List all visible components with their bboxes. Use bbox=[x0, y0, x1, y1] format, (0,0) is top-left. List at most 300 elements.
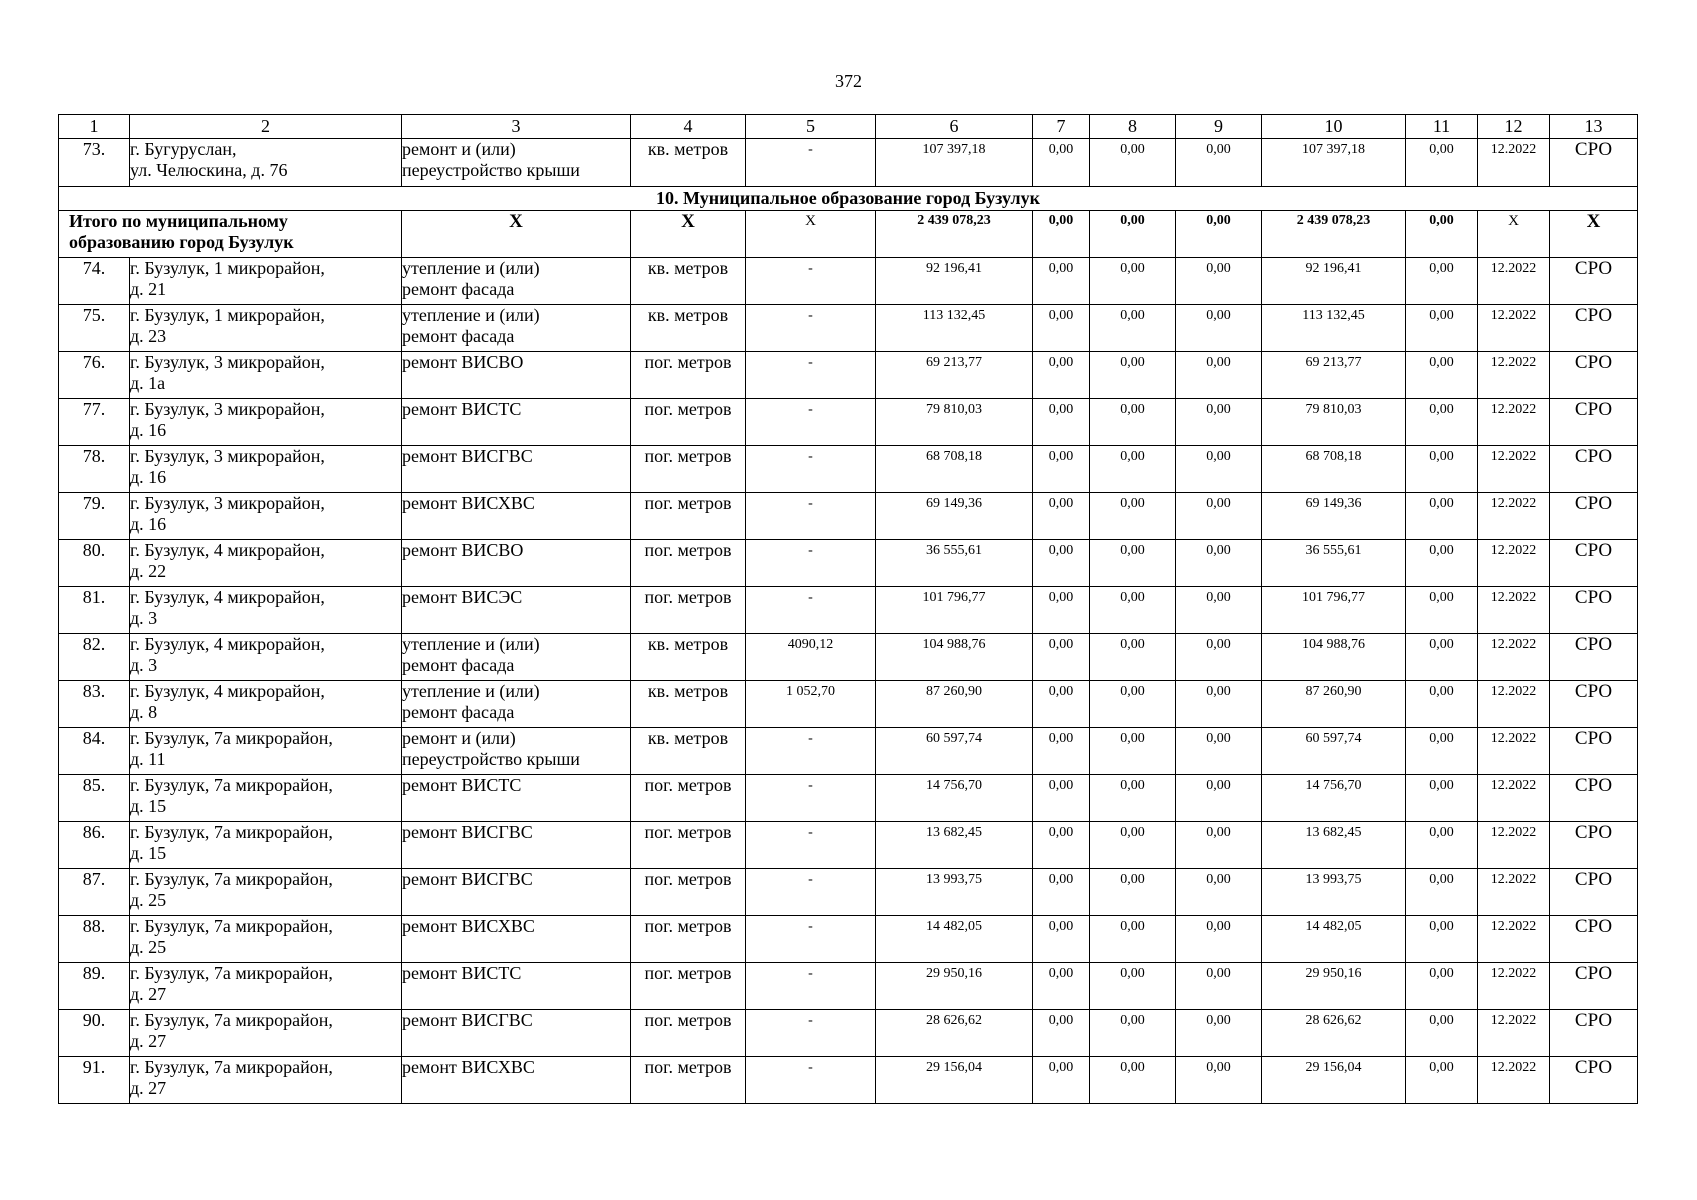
value-cell: 0,00 bbox=[1033, 634, 1090, 681]
address-cell bbox=[130, 493, 402, 540]
value-cell: 0,00 bbox=[1090, 493, 1176, 540]
value-cell: 0,00 bbox=[1176, 728, 1262, 775]
total-cell: Х bbox=[746, 211, 876, 258]
row-number: 91. bbox=[59, 1057, 130, 1104]
work-type-cell bbox=[402, 587, 631, 634]
deadline-cell: 12.2022 bbox=[1478, 258, 1550, 305]
address-line: г. Бузулук, 3 микрорайон, bbox=[130, 352, 325, 372]
value-cell: 0,00 bbox=[1176, 540, 1262, 587]
value-cell: 0,00 bbox=[1176, 1010, 1262, 1057]
method-cell: СРО bbox=[1550, 775, 1638, 822]
deadline-cell: 12.2022 bbox=[1478, 728, 1550, 775]
fund-cost-cell: 79 810,03 bbox=[1262, 399, 1406, 446]
method-cell: СРО bbox=[1550, 399, 1638, 446]
deadline-cell: 12.2022 bbox=[1478, 1057, 1550, 1104]
value-cell: 0,00 bbox=[1176, 399, 1262, 446]
total-label-line: Итого по муниципальному bbox=[69, 211, 288, 231]
value-cell: 0,00 bbox=[1406, 399, 1478, 446]
total-cost-cell: 36 555,61 bbox=[876, 540, 1033, 587]
address-line: г. Бузулук, 3 микрорайон, bbox=[130, 399, 325, 419]
value-cell: 0,00 bbox=[1406, 963, 1478, 1010]
method-cell: СРО bbox=[1550, 916, 1638, 963]
row-number: 86. bbox=[59, 822, 130, 869]
method-cell: СРО bbox=[1550, 822, 1638, 869]
value-cell: 0,00 bbox=[1033, 587, 1090, 634]
volume-cell: - bbox=[746, 869, 876, 916]
address-cell bbox=[130, 681, 402, 728]
address-line: г. Бузулук, 3 микрорайон, bbox=[130, 446, 325, 466]
value-cell: 0,00 bbox=[1033, 1010, 1090, 1057]
address-cell bbox=[130, 822, 402, 869]
address-line: г. Бузулук, 7а микрорайон, bbox=[130, 916, 333, 936]
table-row bbox=[59, 493, 1638, 540]
total-label bbox=[59, 211, 402, 258]
value-cell: 0,00 bbox=[1176, 822, 1262, 869]
fund-cost-cell: 14 756,70 bbox=[1262, 775, 1406, 822]
fund-cost-cell: 104 988,76 bbox=[1262, 634, 1406, 681]
method-cell: СРО bbox=[1550, 869, 1638, 916]
row-number: 84. bbox=[59, 728, 130, 775]
volume-cell: - bbox=[746, 775, 876, 822]
total-cost-cell: 2 439 078,23 bbox=[876, 211, 1033, 258]
section-heading-row bbox=[59, 187, 1638, 211]
volume-cell: - bbox=[746, 963, 876, 1010]
value-cell: 0,00 bbox=[1176, 493, 1262, 540]
method-cell: СРО bbox=[1550, 258, 1638, 305]
value-cell: 0,00 bbox=[1406, 305, 1478, 352]
work-line: ремонт ВИСВО bbox=[402, 352, 524, 372]
total-cost-cell: 13 682,45 bbox=[876, 822, 1033, 869]
row-number: 77. bbox=[59, 399, 130, 446]
address-cell bbox=[130, 634, 402, 681]
address-line: г. Бузулук, 7а микрорайон, bbox=[130, 728, 333, 748]
row-number: 79. bbox=[59, 493, 130, 540]
total-cost-cell: 87 260,90 bbox=[876, 681, 1033, 728]
value-cell: 0,00 bbox=[1176, 139, 1262, 187]
column-number-header bbox=[59, 115, 1638, 139]
header-cell: 5 bbox=[746, 115, 876, 139]
work-type-cell bbox=[402, 1010, 631, 1057]
fund-cost-cell: 13 682,45 bbox=[1262, 822, 1406, 869]
work-type-cell bbox=[402, 728, 631, 775]
work-type-cell bbox=[402, 963, 631, 1010]
work-type-cell bbox=[402, 869, 631, 916]
table-row bbox=[59, 963, 1638, 1010]
row-number: 82. bbox=[59, 634, 130, 681]
value-cell: 0,00 bbox=[1406, 446, 1478, 493]
unit-cell: пог. метров bbox=[631, 916, 746, 963]
work-type-cell bbox=[402, 634, 631, 681]
fund-cost-cell: 69 149,36 bbox=[1262, 493, 1406, 540]
value-cell: 0,00 bbox=[1406, 916, 1478, 963]
value-cell: 0,00 bbox=[1406, 869, 1478, 916]
address-line: г. Бузулук, 7а микрорайон, bbox=[130, 1057, 333, 1077]
work-type-cell bbox=[402, 916, 631, 963]
address-line: г. Бузулук, 4 микрорайон, bbox=[130, 540, 325, 560]
address-line: д. 27 bbox=[130, 1078, 167, 1098]
header-cell: 13 bbox=[1550, 115, 1638, 139]
volume-cell: - bbox=[746, 258, 876, 305]
value-cell: 0,00 bbox=[1090, 352, 1176, 399]
unit-cell: кв. метров bbox=[631, 681, 746, 728]
table-row bbox=[59, 822, 1638, 869]
address-line: г. Бугуруслан, bbox=[130, 139, 237, 159]
total-cell: 0,00 bbox=[1033, 211, 1090, 258]
deadline-cell: 12.2022 bbox=[1478, 540, 1550, 587]
row-number: 90. bbox=[59, 1010, 130, 1057]
address-line: г. Бузулук, 4 микрорайон, bbox=[130, 681, 325, 701]
unit-cell: кв. метров bbox=[631, 305, 746, 352]
value-cell: 0,00 bbox=[1090, 916, 1176, 963]
value-cell: 0,00 bbox=[1176, 305, 1262, 352]
value-cell: 0,00 bbox=[1176, 869, 1262, 916]
work-type-cell bbox=[402, 681, 631, 728]
unit-cell: кв. метров bbox=[631, 139, 746, 187]
work-line: утепление и (или) bbox=[402, 681, 540, 701]
value-cell: 0,00 bbox=[1176, 963, 1262, 1010]
value-cell: 0,00 bbox=[1406, 681, 1478, 728]
value-cell: 0,00 bbox=[1090, 139, 1176, 187]
table-row bbox=[59, 775, 1638, 822]
method-cell: СРО bbox=[1550, 1010, 1638, 1057]
total-cost-cell: 28 626,62 bbox=[876, 1010, 1033, 1057]
fund-cost-cell: 13 993,75 bbox=[1262, 869, 1406, 916]
method-cell: СРО bbox=[1550, 587, 1638, 634]
value-cell: 0,00 bbox=[1033, 869, 1090, 916]
total-cost-cell: 92 196,41 bbox=[876, 258, 1033, 305]
work-line: ремонт и (или) bbox=[402, 728, 516, 748]
row-number: 75. bbox=[59, 305, 130, 352]
volume-cell: - bbox=[746, 139, 876, 187]
volume-cell: - bbox=[746, 1010, 876, 1057]
work-line: ремонт ВИСТС bbox=[402, 399, 522, 419]
table-row bbox=[59, 305, 1638, 352]
table-row bbox=[59, 352, 1638, 399]
total-cost-cell: 69 149,36 bbox=[876, 493, 1033, 540]
volume-cell: - bbox=[746, 305, 876, 352]
value-cell: 0,00 bbox=[1090, 963, 1176, 1010]
work-line: ремонт ВИСГВС bbox=[402, 869, 533, 889]
value-cell: 0,00 bbox=[1090, 1057, 1176, 1104]
unit-cell: кв. метров bbox=[631, 728, 746, 775]
method-cell: СРО bbox=[1550, 681, 1638, 728]
value-cell: 0,00 bbox=[1090, 305, 1176, 352]
table-row bbox=[59, 587, 1638, 634]
table-row bbox=[59, 728, 1638, 775]
row-number: 80. bbox=[59, 540, 130, 587]
total-cost-cell: 29 950,16 bbox=[876, 963, 1033, 1010]
address-line: д. 21 bbox=[130, 279, 167, 299]
header-cell: 6 bbox=[876, 115, 1033, 139]
unit-cell: пог. метров bbox=[631, 1057, 746, 1104]
address-cell bbox=[130, 587, 402, 634]
work-type-cell bbox=[402, 822, 631, 869]
total-cost-cell: 104 988,76 bbox=[876, 634, 1033, 681]
deadline-cell: 12.2022 bbox=[1478, 352, 1550, 399]
total-cost-cell: 68 708,18 bbox=[876, 446, 1033, 493]
deadline-cell: 12.2022 bbox=[1478, 305, 1550, 352]
deadline-cell: 12.2022 bbox=[1478, 916, 1550, 963]
value-cell: 0,00 bbox=[1033, 728, 1090, 775]
total-cell: 0,00 bbox=[1176, 211, 1262, 258]
volume-cell: - bbox=[746, 446, 876, 493]
deadline-cell: 12.2022 bbox=[1478, 822, 1550, 869]
volume-cell: 1 052,70 bbox=[746, 681, 876, 728]
address-cell bbox=[130, 352, 402, 399]
unit-cell: пог. метров bbox=[631, 399, 746, 446]
total-cell: 0,00 bbox=[1090, 211, 1176, 258]
work-line: ремонт фасада bbox=[402, 279, 515, 299]
page-number: 372 bbox=[835, 71, 862, 91]
value-cell: 0,00 bbox=[1033, 305, 1090, 352]
row-number: 74. bbox=[59, 258, 130, 305]
deadline-cell: 12.2022 bbox=[1478, 775, 1550, 822]
program-table bbox=[58, 114, 1638, 1104]
row-number: 73. bbox=[59, 139, 130, 187]
method-cell: СРО bbox=[1550, 540, 1638, 587]
work-line: ремонт ВИСХВС bbox=[402, 1057, 535, 1077]
total-fund-cell: 2 439 078,23 bbox=[1262, 211, 1406, 258]
address-line: д. 15 bbox=[130, 796, 167, 816]
total-cell: Х bbox=[631, 211, 746, 258]
work-type-cell bbox=[402, 540, 631, 587]
address-cell bbox=[130, 1057, 402, 1104]
table-row bbox=[59, 258, 1638, 305]
total-cost-cell: 14 482,05 bbox=[876, 916, 1033, 963]
value-cell: 0,00 bbox=[1090, 540, 1176, 587]
row-number: 88. bbox=[59, 916, 130, 963]
header-cell: 12 bbox=[1478, 115, 1550, 139]
address-cell bbox=[130, 258, 402, 305]
value-cell: 0,00 bbox=[1406, 139, 1478, 187]
fund-cost-cell: 60 597,74 bbox=[1262, 728, 1406, 775]
header-cell: 8 bbox=[1090, 115, 1176, 139]
row-number: 76. bbox=[59, 352, 130, 399]
value-cell: 0,00 bbox=[1176, 587, 1262, 634]
value-cell: 0,00 bbox=[1033, 775, 1090, 822]
value-cell: 0,00 bbox=[1033, 258, 1090, 305]
value-cell: 0,00 bbox=[1176, 916, 1262, 963]
value-cell: 0,00 bbox=[1406, 634, 1478, 681]
unit-cell: пог. метров bbox=[631, 446, 746, 493]
work-line: ремонт ВИСХВС bbox=[402, 493, 535, 513]
value-cell: 0,00 bbox=[1033, 399, 1090, 446]
fund-cost-cell: 87 260,90 bbox=[1262, 681, 1406, 728]
total-cost-cell: 29 156,04 bbox=[876, 1057, 1033, 1104]
total-cell: 0,00 bbox=[1406, 211, 1478, 258]
value-cell: 0,00 bbox=[1090, 775, 1176, 822]
value-cell: 0,00 bbox=[1090, 634, 1176, 681]
deadline-cell: 12.2022 bbox=[1478, 963, 1550, 1010]
deadline-cell: 12.2022 bbox=[1478, 681, 1550, 728]
value-cell: 0,00 bbox=[1090, 869, 1176, 916]
fund-cost-cell: 14 482,05 bbox=[1262, 916, 1406, 963]
address-cell bbox=[130, 775, 402, 822]
method-cell: СРО bbox=[1550, 634, 1638, 681]
value-cell: 0,00 bbox=[1033, 352, 1090, 399]
deadline-cell: 12.2022 bbox=[1478, 493, 1550, 540]
unit-cell: кв. метров bbox=[631, 634, 746, 681]
total-cost-cell: 101 796,77 bbox=[876, 587, 1033, 634]
value-cell: 0,00 bbox=[1406, 1010, 1478, 1057]
work-line: ремонт ВИСТС bbox=[402, 775, 522, 795]
work-line: утепление и (или) bbox=[402, 634, 540, 654]
address-cell bbox=[130, 399, 402, 446]
method-cell: СРО bbox=[1550, 963, 1638, 1010]
work-line: ремонт ВИСВО bbox=[402, 540, 524, 560]
volume-cell: - bbox=[746, 916, 876, 963]
address-line: д. 8 bbox=[130, 702, 158, 722]
work-line: ремонт ВИСГВС bbox=[402, 1010, 533, 1030]
deadline-cell: 12.2022 bbox=[1478, 139, 1550, 187]
total-cost-cell: 69 213,77 bbox=[876, 352, 1033, 399]
value-cell: 0,00 bbox=[1033, 446, 1090, 493]
method-cell: СРО bbox=[1550, 446, 1638, 493]
header-cell: 11 bbox=[1406, 115, 1478, 139]
total-cost-cell: 113 132,45 bbox=[876, 305, 1033, 352]
method-cell: СРО bbox=[1550, 1057, 1638, 1104]
total-cell: Х bbox=[1550, 211, 1638, 258]
volume-cell: 4090,12 bbox=[746, 634, 876, 681]
address-line: д. 27 bbox=[130, 984, 167, 1004]
total-cost-cell: 60 597,74 bbox=[876, 728, 1033, 775]
work-type-cell bbox=[402, 446, 631, 493]
work-type-cell bbox=[402, 258, 631, 305]
work-line: ремонт ВИСХВС bbox=[402, 916, 535, 936]
table-row bbox=[59, 634, 1638, 681]
table-row bbox=[59, 446, 1638, 493]
address-line: д. 16 bbox=[130, 467, 167, 487]
address-cell bbox=[130, 1010, 402, 1057]
total-cost-cell: 79 810,03 bbox=[876, 399, 1033, 446]
value-cell: 0,00 bbox=[1090, 587, 1176, 634]
address-line: г. Бузулук, 4 микрорайон, bbox=[130, 587, 325, 607]
work-line: утепление и (или) bbox=[402, 305, 540, 325]
work-line: ремонт ВИСЭС bbox=[402, 587, 523, 607]
address-line: г. Бузулук, 1 микрорайон, bbox=[130, 258, 325, 278]
work-line: ремонт и (или) bbox=[402, 139, 516, 159]
total-cost-cell: 14 756,70 bbox=[876, 775, 1033, 822]
total-cost-cell: 13 993,75 bbox=[876, 869, 1033, 916]
address-line: д. 23 bbox=[130, 326, 167, 346]
work-type-cell bbox=[402, 352, 631, 399]
value-cell: 0,00 bbox=[1176, 1057, 1262, 1104]
unit-cell: пог. метров bbox=[631, 352, 746, 399]
unit-cell: пог. метров bbox=[631, 963, 746, 1010]
value-cell: 0,00 bbox=[1033, 540, 1090, 587]
address-cell bbox=[130, 869, 402, 916]
value-cell: 0,00 bbox=[1090, 822, 1176, 869]
total-cell: Х bbox=[1478, 211, 1550, 258]
unit-cell: пог. метров bbox=[631, 869, 746, 916]
total-cell: Х bbox=[402, 211, 631, 258]
volume-cell: - bbox=[746, 352, 876, 399]
volume-cell: - bbox=[746, 399, 876, 446]
table-row bbox=[59, 681, 1638, 728]
deadline-cell: 12.2022 bbox=[1478, 587, 1550, 634]
address-line: ул. Челюскина, д. 76 bbox=[130, 160, 288, 180]
address-line: г. Бузулук, 7а микрорайон, bbox=[130, 822, 333, 842]
unit-cell: пог. метров bbox=[631, 493, 746, 540]
work-line: ремонт ВИСГВС bbox=[402, 446, 533, 466]
fund-cost-cell: 29 156,04 bbox=[1262, 1057, 1406, 1104]
work-type-cell bbox=[402, 139, 631, 187]
volume-cell: - bbox=[746, 1057, 876, 1104]
value-cell: 0,00 bbox=[1033, 963, 1090, 1010]
method-cell: СРО bbox=[1550, 493, 1638, 540]
address-cell bbox=[130, 305, 402, 352]
work-type-cell bbox=[402, 493, 631, 540]
header-cell: 2 bbox=[130, 115, 402, 139]
address-cell bbox=[130, 139, 402, 187]
table-row bbox=[59, 399, 1638, 446]
address-line: г. Бузулук, 7а микрорайон, bbox=[130, 1010, 333, 1030]
value-cell: 0,00 bbox=[1406, 540, 1478, 587]
work-line: ремонт ВИСГВС bbox=[402, 822, 533, 842]
unit-cell: пог. метров bbox=[631, 1010, 746, 1057]
address-line: д. 3 bbox=[130, 655, 158, 675]
value-cell: 0,00 bbox=[1406, 493, 1478, 540]
row-number: 85. bbox=[59, 775, 130, 822]
fund-cost-cell: 107 397,18 bbox=[1262, 139, 1406, 187]
header-cell: 4 bbox=[631, 115, 746, 139]
fund-cost-cell: 68 708,18 bbox=[1262, 446, 1406, 493]
address-line: д. 3 bbox=[130, 608, 158, 628]
header-cell: 9 bbox=[1176, 115, 1262, 139]
value-cell: 0,00 bbox=[1090, 681, 1176, 728]
fund-cost-cell: 29 950,16 bbox=[1262, 963, 1406, 1010]
total-row bbox=[59, 211, 1638, 258]
total-label-line: образованию город Бузулук bbox=[69, 232, 294, 252]
unit-cell: пог. метров bbox=[631, 587, 746, 634]
value-cell: 0,00 bbox=[1090, 399, 1176, 446]
deadline-cell: 12.2022 bbox=[1478, 446, 1550, 493]
value-cell: 0,00 bbox=[1090, 1010, 1176, 1057]
method-cell: СРО bbox=[1550, 352, 1638, 399]
fund-cost-cell: 92 196,41 bbox=[1262, 258, 1406, 305]
address-cell bbox=[130, 963, 402, 1010]
address-line: д. 27 bbox=[130, 1031, 167, 1051]
volume-cell: - bbox=[746, 728, 876, 775]
volume-cell: - bbox=[746, 493, 876, 540]
method-cell: СРО bbox=[1550, 305, 1638, 352]
section-title: 10. Муниципальное образование город Бузулук bbox=[59, 187, 1638, 211]
value-cell: 0,00 bbox=[1406, 775, 1478, 822]
value-cell: 0,00 bbox=[1033, 139, 1090, 187]
header-cell: 1 bbox=[59, 115, 130, 139]
address-cell bbox=[130, 728, 402, 775]
volume-cell: - bbox=[746, 540, 876, 587]
value-cell: 0,00 bbox=[1033, 822, 1090, 869]
value-cell: 0,00 bbox=[1176, 681, 1262, 728]
fund-cost-cell: 36 555,61 bbox=[1262, 540, 1406, 587]
address-line: г. Бузулук, 7а микрорайон, bbox=[130, 963, 333, 983]
fund-cost-cell: 69 213,77 bbox=[1262, 352, 1406, 399]
method-cell: СРО bbox=[1550, 728, 1638, 775]
table-row bbox=[59, 1010, 1638, 1057]
value-cell: 0,00 bbox=[1176, 352, 1262, 399]
header-cell: 10 bbox=[1262, 115, 1406, 139]
row-number: 87. bbox=[59, 869, 130, 916]
work-line: ремонт фасада bbox=[402, 326, 515, 346]
method-cell: СРО bbox=[1550, 139, 1638, 187]
address-line: г. Бузулук, 3 микрорайон, bbox=[130, 493, 325, 513]
work-type-cell bbox=[402, 775, 631, 822]
fund-cost-cell: 101 796,77 bbox=[1262, 587, 1406, 634]
work-line: ремонт фасада bbox=[402, 702, 515, 722]
table-row bbox=[59, 1057, 1638, 1104]
address-cell bbox=[130, 916, 402, 963]
